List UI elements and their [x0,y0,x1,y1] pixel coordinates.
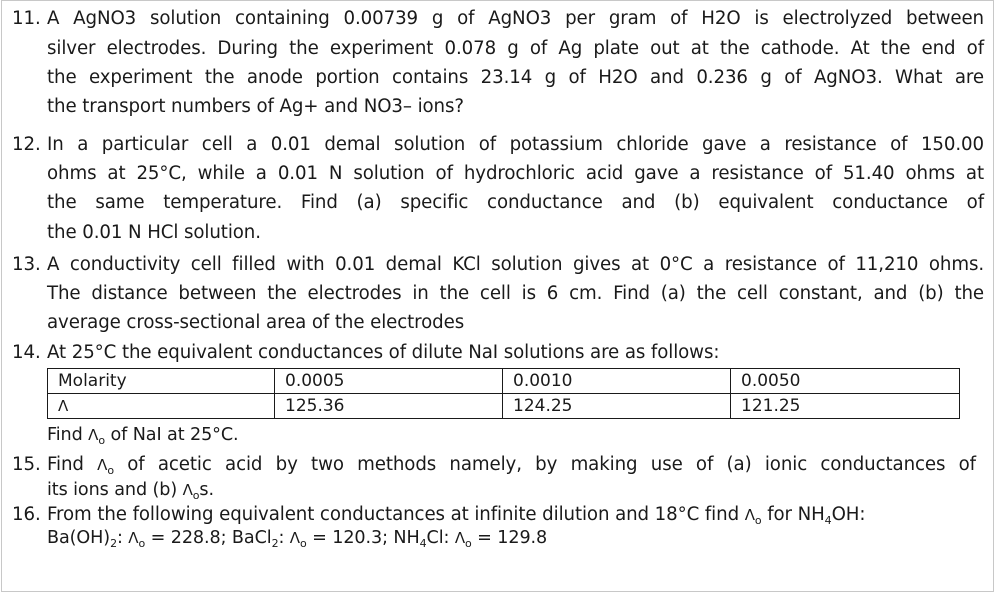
question-number: 13. [12,254,41,275]
subscript: o [299,537,307,550]
lambda-symbol: Λ [128,529,139,547]
lambda-symbol: Λ [88,426,99,444]
text-run: : [116,528,129,548]
table-row [48,369,960,394]
lambda-symbol: Λ [58,397,69,415]
question-text-line: the same temperature. Find (a) specific conductance and (b) equivalent conductance of [47,192,984,213]
text-run: From the following equivalent conductances at infinite dilution and 18°C find [47,504,745,525]
subscript: o [138,537,146,550]
question-text-line: silver electrodes. During the experiment 0.078 g of Ag plate out at the cathode. At the end of [47,38,984,59]
text-run: Cl: [426,528,455,548]
text-run: = 120.3; NH [306,528,420,548]
text-run: = 129.8 [471,528,548,548]
question-text-line [47,525,547,553]
lambda-symbol: Λ [97,456,108,474]
question-text-line: average cross-sectional area of the electrodes [47,312,465,333]
question-number: 16. [12,504,41,525]
subscript: 4 [419,537,427,550]
table-cell: 0.0010 [503,369,731,394]
lambda-symbol: Λ [454,529,465,547]
question-number: 11. [12,8,41,29]
text-run: = 228.8; BaCl [145,528,272,548]
question-text-line: In a particular cell a 0.01 demal solution of potassium chloride gave a resistance of 150.00 [47,134,984,155]
subscript: o [98,434,105,447]
table-row [48,394,960,419]
question-number: 12. [12,134,41,155]
question-text-line: The distance between the electrodes in the cell is 6 cm. Find (a) the cell constant, and (b) the [47,283,984,304]
table-cell: 124.25 [503,394,731,419]
text-run: Ba(OH) [47,528,111,548]
subscript: o [754,514,762,527]
subscript: o [107,464,114,477]
lambda-symbol: Λ [744,506,755,524]
text-run: s. [199,480,214,500]
question-text-line: the experiment the anode portion contains 23.14 g of H2O and 0.236 g of AgNO3. What are [47,67,984,88]
question-text-line: A AgNO3 solution containing 0.00739 g of AgNO3 per gram of H2O is electrolyzed between [47,8,984,29]
question-number: 14. [12,342,41,363]
text-run: OH: [831,504,866,525]
row-header-molarity: Molarity [48,369,275,394]
table-cell: 125.36 [275,394,503,419]
text-run: for NH [761,504,825,525]
question-text-line: ohms at 25°C, while a 0.01 N solution of hydrochloric acid gave a resistance of 51.40 ohms at [47,163,984,184]
text-run: its ions and (b) [47,480,183,500]
row-header-lambda [48,394,275,419]
text-run: Find [47,425,89,445]
lambda-symbol: Λ [182,481,193,499]
table-cell: 121.25 [731,394,960,419]
subscript: o [192,489,200,502]
table-cell: 0.0005 [275,369,503,394]
subscript: o [465,537,472,550]
question-text-line: At 25°C the equivalent conductances of dilute NaI solutions are as follows: [47,342,720,363]
question-text-line: A conductivity cell filled with 0.01 demal KCl solution gives at 0°C a resistance of 11,210 ohms. [47,254,984,275]
text-run: of acetic acid by two methods namely, by making use of (a) ionic conductances of [113,454,976,475]
question-number: 15. [12,454,41,475]
text-run: Find [47,454,98,475]
subscript: 2 [271,537,279,550]
text-run: of NaI at 25°C. [104,425,239,445]
table-cell: 0.0050 [731,369,960,394]
conductance-table [47,368,960,419]
question-text-line: the 0.01 N HCl solution. [47,222,261,243]
lambda-symbol: Λ [289,529,300,547]
question-text-line: the transport numbers of Ag+ and NO3– ions? [47,96,464,117]
subscript: 2 [110,537,117,550]
question-text-line [47,422,239,450]
text-run: : [278,528,290,548]
subscript: 4 [824,514,832,527]
